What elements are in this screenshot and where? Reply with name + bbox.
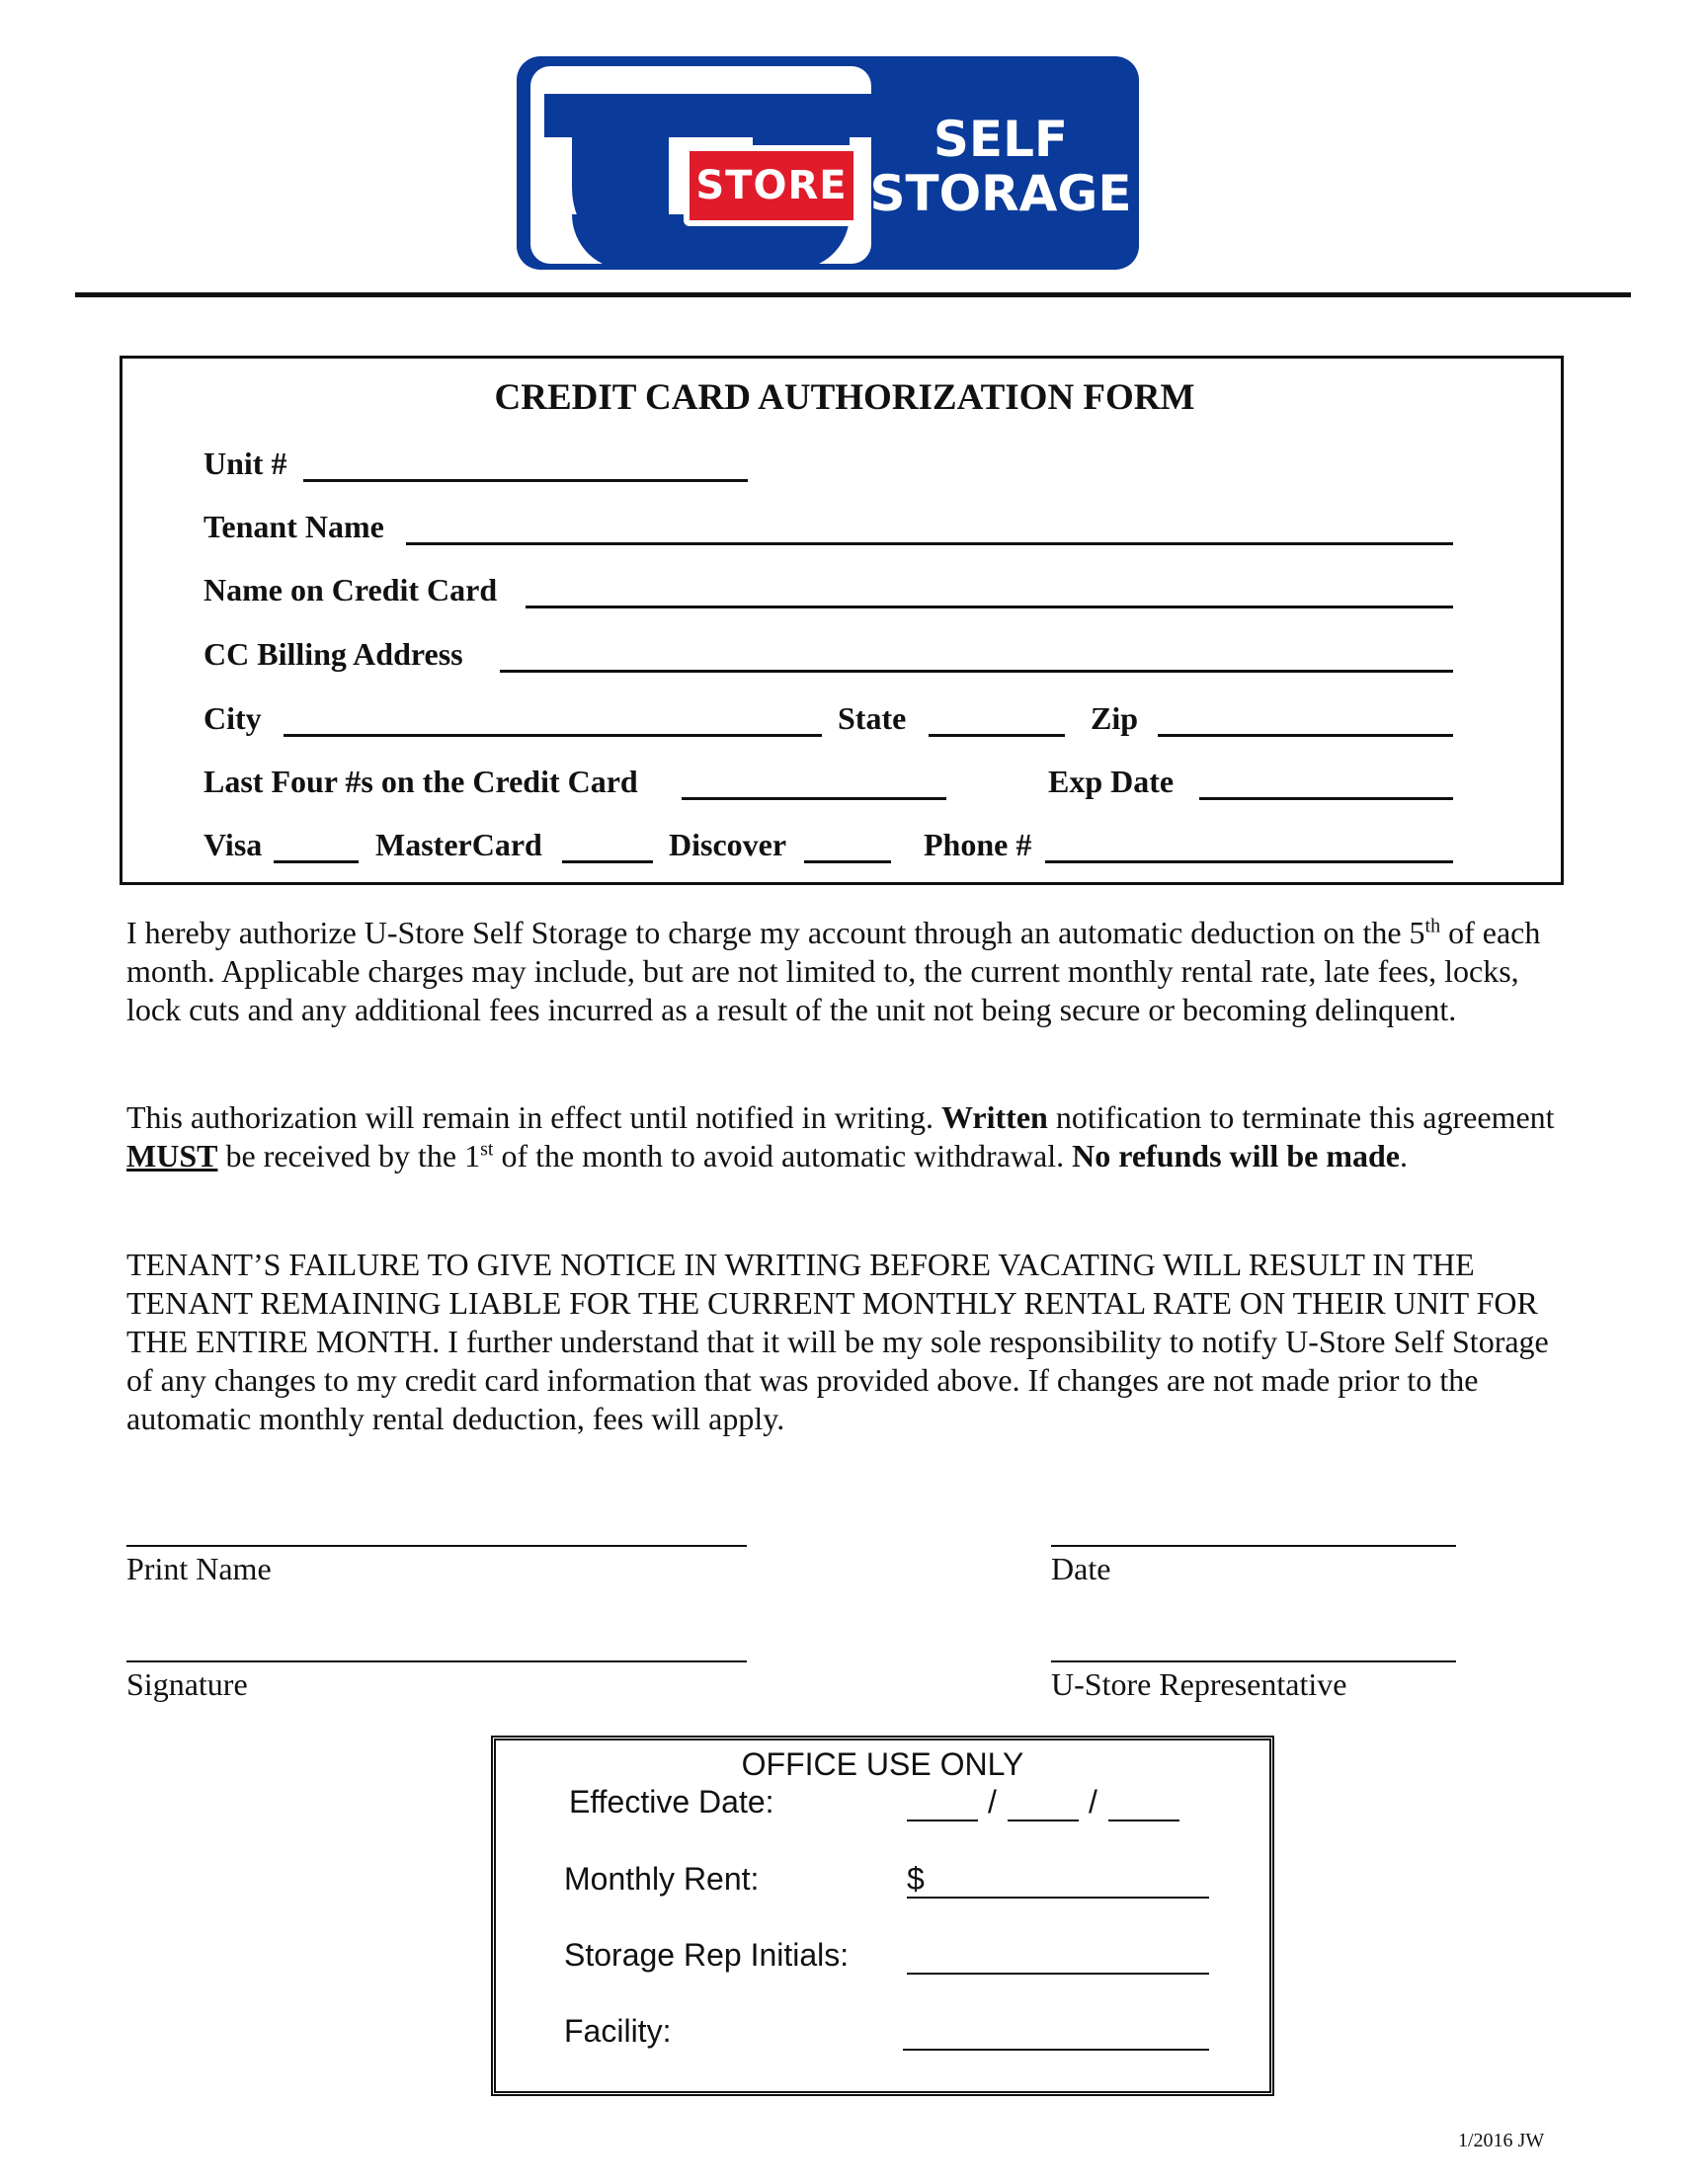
mastercard-label: MasterCard bbox=[375, 827, 542, 862]
rep-initials-label: Storage Rep Initials: bbox=[564, 1937, 850, 1973]
monthly-rent-field[interactable] bbox=[907, 1897, 1209, 1899]
mastercard-field[interactable] bbox=[562, 860, 653, 863]
monthly-rent-label: Monthly Rent: bbox=[564, 1861, 760, 1897]
billing-address-field[interactable] bbox=[500, 670, 1453, 673]
signature-field[interactable] bbox=[126, 1660, 747, 1662]
exp-date-field[interactable] bbox=[1199, 797, 1453, 800]
date-separator: / bbox=[1089, 1784, 1097, 1820]
authorization-paragraph: I hereby authorize U-Store Self Storage to charge my account through an automatic deduction on the 5th of each month. Applicable charges may include, but are not limited to, the current monthly rental rate, late fees, locks, lock cuts and any additional fees incurred as a result of the unit not being secure or becoming delinquent. bbox=[126, 915, 1541, 1027]
tenant-name-field[interactable] bbox=[406, 542, 1453, 545]
office-use-title: OFFICE USE ONLY bbox=[741, 1746, 1024, 1782]
effective-date-label: Effective Date: bbox=[569, 1784, 774, 1820]
name-on-card-field[interactable] bbox=[526, 606, 1453, 608]
signature-label: Signature bbox=[126, 1666, 248, 1702]
phone-field[interactable] bbox=[1045, 860, 1453, 863]
facility-field[interactable] bbox=[903, 2049, 1209, 2051]
logo-storage-text: STORAGE bbox=[869, 165, 1132, 222]
logo-store-tag: STORE bbox=[684, 145, 859, 226]
phone-label: Phone # bbox=[924, 827, 1032, 862]
state-label: State bbox=[838, 700, 907, 736]
city-field[interactable] bbox=[284, 734, 822, 737]
name-on-card-label: Name on Credit Card bbox=[203, 572, 498, 607]
representative-label: U-Store Representative bbox=[1051, 1666, 1347, 1702]
office-use-box bbox=[491, 1736, 1274, 2096]
unit-field[interactable] bbox=[303, 479, 748, 482]
last-four-label: Last Four #s on the Credit Card bbox=[203, 764, 638, 799]
visa-label: Visa bbox=[203, 827, 263, 862]
logo-self-text: SELF bbox=[933, 111, 1069, 168]
zip-label: Zip bbox=[1091, 700, 1139, 736]
date-label: Date bbox=[1051, 1551, 1111, 1586]
effective-day-field[interactable] bbox=[1008, 1820, 1079, 1821]
visa-field[interactable] bbox=[274, 860, 359, 863]
header-divider bbox=[75, 292, 1631, 297]
zip-field[interactable] bbox=[1158, 734, 1453, 737]
print-name-field[interactable] bbox=[126, 1545, 747, 1547]
unit-label: Unit # bbox=[203, 445, 287, 481]
tenant-name-label: Tenant Name bbox=[203, 509, 384, 544]
date-field[interactable] bbox=[1051, 1545, 1456, 1547]
discover-field[interactable] bbox=[804, 860, 891, 863]
print-name-label: Print Name bbox=[126, 1551, 272, 1586]
revision-note: 1/2016 JW bbox=[1458, 2130, 1545, 2151]
rep-initials-field[interactable] bbox=[907, 1973, 1209, 1975]
representative-field[interactable] bbox=[1051, 1660, 1456, 1662]
state-field[interactable] bbox=[929, 734, 1065, 737]
form-title: CREDIT CARD AUTHORIZATION FORM bbox=[494, 377, 1195, 418]
last-four-field[interactable] bbox=[682, 797, 946, 800]
effective-year-field[interactable] bbox=[1108, 1820, 1179, 1821]
liability-paragraph: TENANT’S FAILURE TO GIVE NOTICE IN WRITING BEFORE VACATING WILL RESULT IN THE TENANT REMAINING LIABLE FOR THE CURRENT MONTHLY RENTAL RATE ON THEIR UNIT FOR THE ENTIRE MONTH. I further understand that it will be my sole responsibility to notify U-Store Self Storage of any changes to my credit card information that was provided above. If changes are not made prior to the automatic monthly rental deduction, fees will apply. bbox=[126, 1247, 1549, 1436]
discover-label: Discover bbox=[669, 827, 787, 862]
authorization-form-box bbox=[120, 356, 1564, 885]
effective-month-field[interactable] bbox=[907, 1820, 978, 1821]
termination-paragraph: This authorization will remain in effect until notified in writing. Written notification to terminate this agreement MUST be received by the 1st of the month to avoid automatic withdrawal. No refunds will be made. bbox=[126, 1099, 1555, 1173]
city-label: City bbox=[203, 700, 262, 736]
company-logo bbox=[517, 56, 1139, 270]
logo-u-panel bbox=[530, 66, 871, 264]
exp-date-label: Exp Date bbox=[1048, 764, 1175, 799]
currency-symbol: $ bbox=[907, 1861, 925, 1897]
date-separator: / bbox=[988, 1784, 997, 1820]
billing-address-label: CC Billing Address bbox=[203, 636, 463, 672]
facility-label: Facility: bbox=[564, 2013, 672, 2049]
